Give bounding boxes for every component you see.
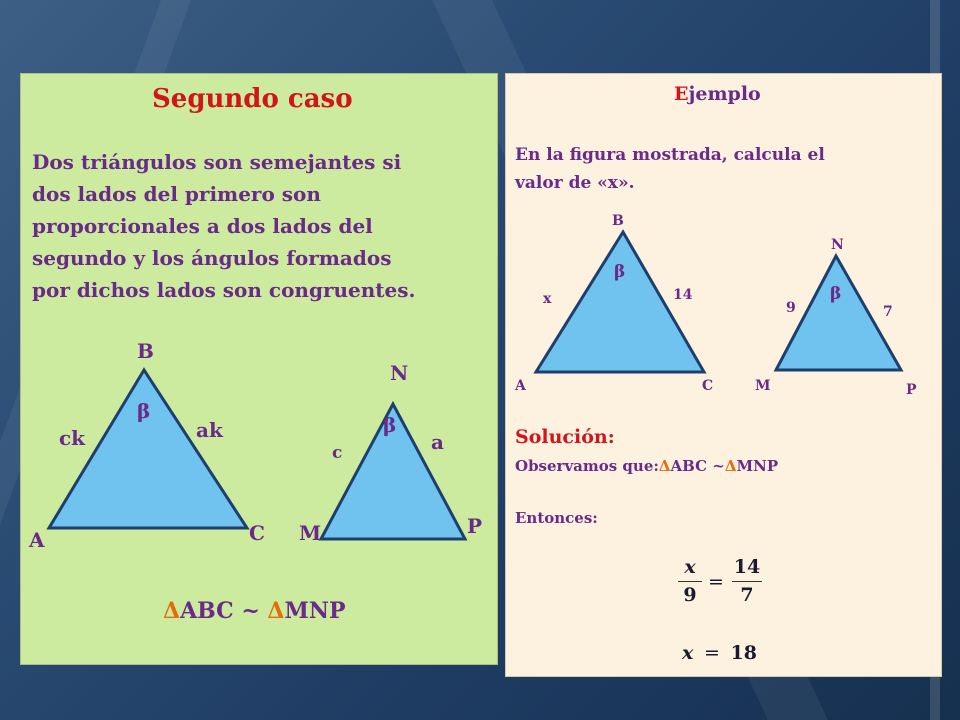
observation-text xyxy=(515,457,778,475)
result-value: 18 xyxy=(730,642,757,664)
proportion-equation xyxy=(678,556,768,616)
title-initial: E xyxy=(674,83,689,105)
similarity-relation xyxy=(163,598,346,624)
definition-line: segundo y los ángulos formados xyxy=(32,246,392,270)
relation-text: MNP xyxy=(284,598,346,624)
delta-symbol: Δ xyxy=(267,598,285,624)
side-label-7: 7 xyxy=(883,304,893,320)
side-label-ak: ak xyxy=(196,418,223,442)
relation-text: ABC ~ xyxy=(180,598,268,624)
angle-label-beta: β xyxy=(137,399,151,423)
vertex-label-n: N xyxy=(390,361,409,385)
result-equation xyxy=(682,642,757,664)
vertex-label-b: B xyxy=(612,213,624,229)
vertex-label-c: C xyxy=(702,378,714,394)
vertex-label-m: M xyxy=(299,521,322,545)
fraction-right xyxy=(732,556,762,606)
triangles-figure xyxy=(21,74,499,666)
side-label-ck: ck xyxy=(59,426,86,450)
delta-symbol: Δ xyxy=(163,598,181,624)
observation-triangle: ABC ~ xyxy=(670,457,725,475)
vertex-label-b: B xyxy=(137,339,154,363)
then-label: Entonces: xyxy=(515,509,598,527)
definition-line: dos lados del primero son xyxy=(32,182,321,206)
angle-label-beta: β xyxy=(383,413,397,437)
definition-line: por dichos lados son congruentes. xyxy=(32,278,416,302)
denominator-7: 7 xyxy=(740,584,754,606)
fraction-left xyxy=(678,556,702,606)
vertex-label-a: A xyxy=(515,378,526,394)
side-label-c: c xyxy=(332,443,343,463)
vertex-label-a: A xyxy=(29,528,45,552)
observation-prefix: Observamos que: xyxy=(515,457,659,475)
delta-symbol: Δ xyxy=(658,457,671,475)
numerator-x: x xyxy=(684,556,696,578)
definition-panel xyxy=(20,73,498,665)
example-panel xyxy=(505,73,942,677)
fraction-bar xyxy=(732,581,762,582)
result-variable: x xyxy=(682,642,694,664)
panel-title: Segundo caso xyxy=(152,84,353,114)
vertex-label-m: M xyxy=(755,378,771,394)
equals-sign: = xyxy=(703,642,720,664)
angle-label-beta: β xyxy=(614,262,626,282)
angle-label-beta: β xyxy=(830,284,842,304)
vertex-label-c: C xyxy=(249,521,265,545)
numerator-14: 14 xyxy=(733,556,761,578)
side-label-x: x xyxy=(543,291,552,307)
title-rest: jemplo xyxy=(688,83,761,105)
solution-label: Solución: xyxy=(515,426,615,448)
problem-line: valor de «x». xyxy=(515,173,635,193)
equals-sign: = xyxy=(708,571,724,593)
fraction-bar xyxy=(678,581,702,582)
vertex-label-p: P xyxy=(906,382,917,398)
observation-triangle: MNP xyxy=(736,457,779,475)
side-label-a: a xyxy=(431,430,444,454)
side-label-9: 9 xyxy=(786,300,796,316)
definition-line: Dos triángulos son semejantes si xyxy=(32,150,402,174)
definition-line: proporcionales a dos lados del xyxy=(32,214,373,238)
side-label-14: 14 xyxy=(673,287,693,303)
vertex-label-p: P xyxy=(467,514,483,538)
delta-symbol: Δ xyxy=(724,457,737,475)
denominator-9: 9 xyxy=(683,584,697,606)
problem-line: En la figura mostrada, calcula el xyxy=(515,145,825,165)
vertex-label-n: N xyxy=(831,237,844,253)
